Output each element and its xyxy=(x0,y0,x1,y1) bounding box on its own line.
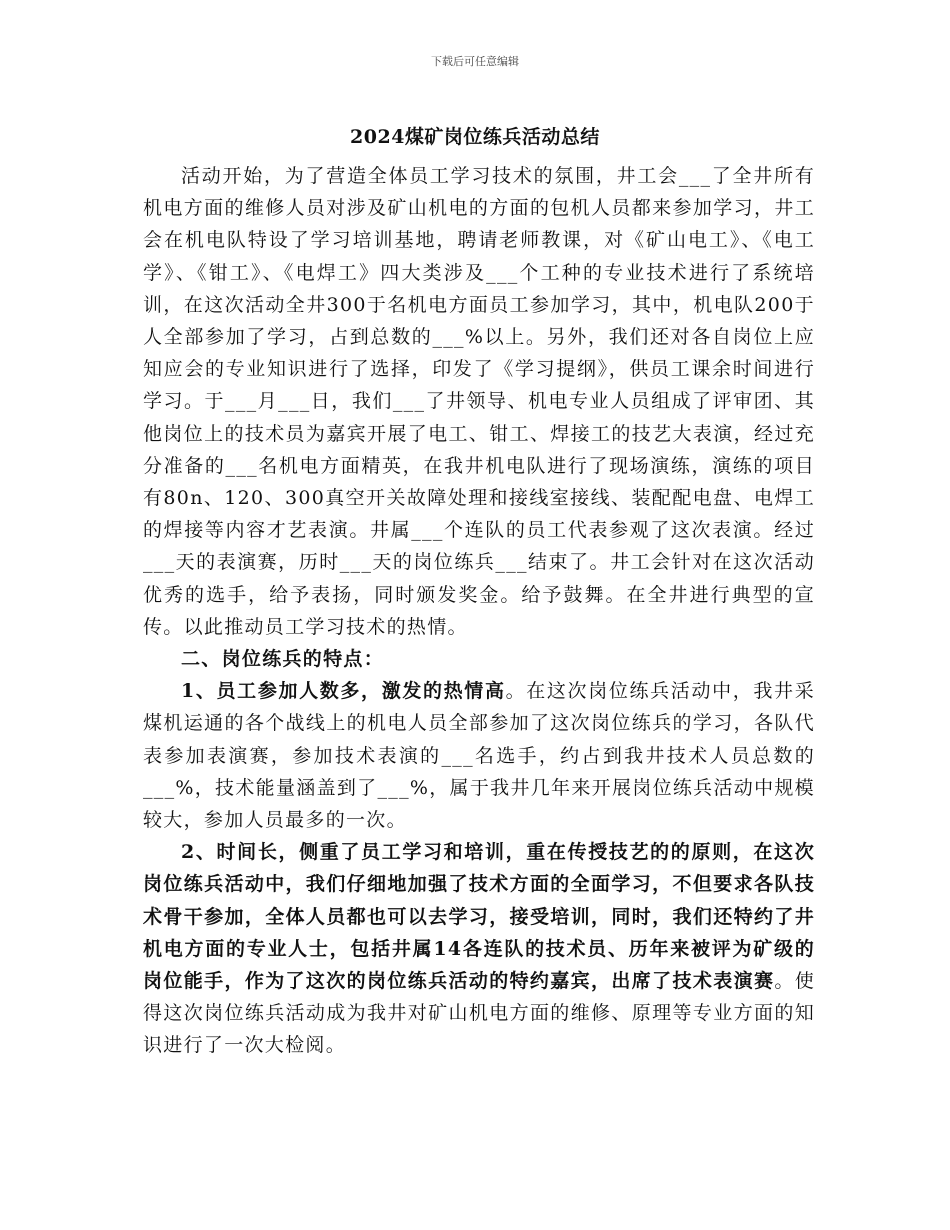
document-title: 2024煤矿岗位练兵活动总结 xyxy=(350,126,600,148)
document-body xyxy=(143,160,815,1062)
paragraph-point-1 xyxy=(143,675,815,836)
section-heading-features: 二、岗位练兵的特点： xyxy=(181,648,385,671)
paragraph-activity-overview: 活动开始，为了营造全体员工学习技术的氛围，井工会___了全井所有机电方面的维修人员对涉及矿山机电的方面的包机人员都来参加学习，井工会在机电队特设了学习培训基地，聘请老师教课，对《矿山电工》、《电工学》、《钳工》、《电焊工》四大类涉及___个工种的专业技术进行了系统培训，在这次活动全井300于名机电方面员工参加学习，其中，机电队200于人全部参加了学习，占到总数的___%以上。另外，我们还对各自岗位上应知应会的专业知识进行了选择，印发了《学习提纲》，供员工课余时间进行学习。于___月___日，我们___了井领导、机电专业人员组成了评审团、其他岗位上的技术员为嘉宾开展了电工、钳工、焊接工的技艺大表演，经过充分准备的___名机电方面精英，在我井机电队进行了现场演练，演练的项目有80n、120、300真空开关故障处理和接线室接线、装配配电盘、电焊工的焊接等内容才艺表演。井属___个连队的员工代表参观了这次表演。经过___天的表演赛，历时___天的岗位练兵___结束了。井工会针对在这次活动优秀的选手，给予表扬，同时颁发奖金。给予鼓舞。在全井进行典型的宣传。以此推动员工学习技术的热情。 xyxy=(143,165,815,638)
header-note: 下载后可任意编辑 xyxy=(431,55,519,68)
paragraph-point-2 xyxy=(143,836,815,1061)
point-2-body: 。使得这次岗位练兵活动成为我井对矿山机电方面的维修、原理等专业方面的知识进行了一次大检阅。 xyxy=(143,970,815,1057)
point-1-lead: 1、员工参加人数多，激发的热情高 xyxy=(181,680,506,703)
point-1-body: 。在这次岗位练兵活动中，我井采煤机运通的各个战线上的机电人员全部参加了这次岗位练兵的学习，各队代表参加表演赛，参加技术表演的___名选手，约占到我井技术人员总数的___%，技术能量涵盖到了___%，属于我井几年来开展岗位练兵活动中规模较大，参加人员最多的一次。 xyxy=(143,680,815,832)
point-2-lead: 2、时间长，侧重了员工学习和培训，重在传授技艺的的原则，在这次岗位练兵活动中，我们仔细地加强了技术方面的全面学习，不但要求各队技术骨干参加，全体人员都也可以去学习，接受培训，同时，我们还特约了井机电方面的专业人士，包括井属14各连队的技术员、历年来被评为矿级的岗位能手，作为了这次的岗位练兵活动的特约嘉宾，出席了技术表演赛 xyxy=(143,841,815,993)
